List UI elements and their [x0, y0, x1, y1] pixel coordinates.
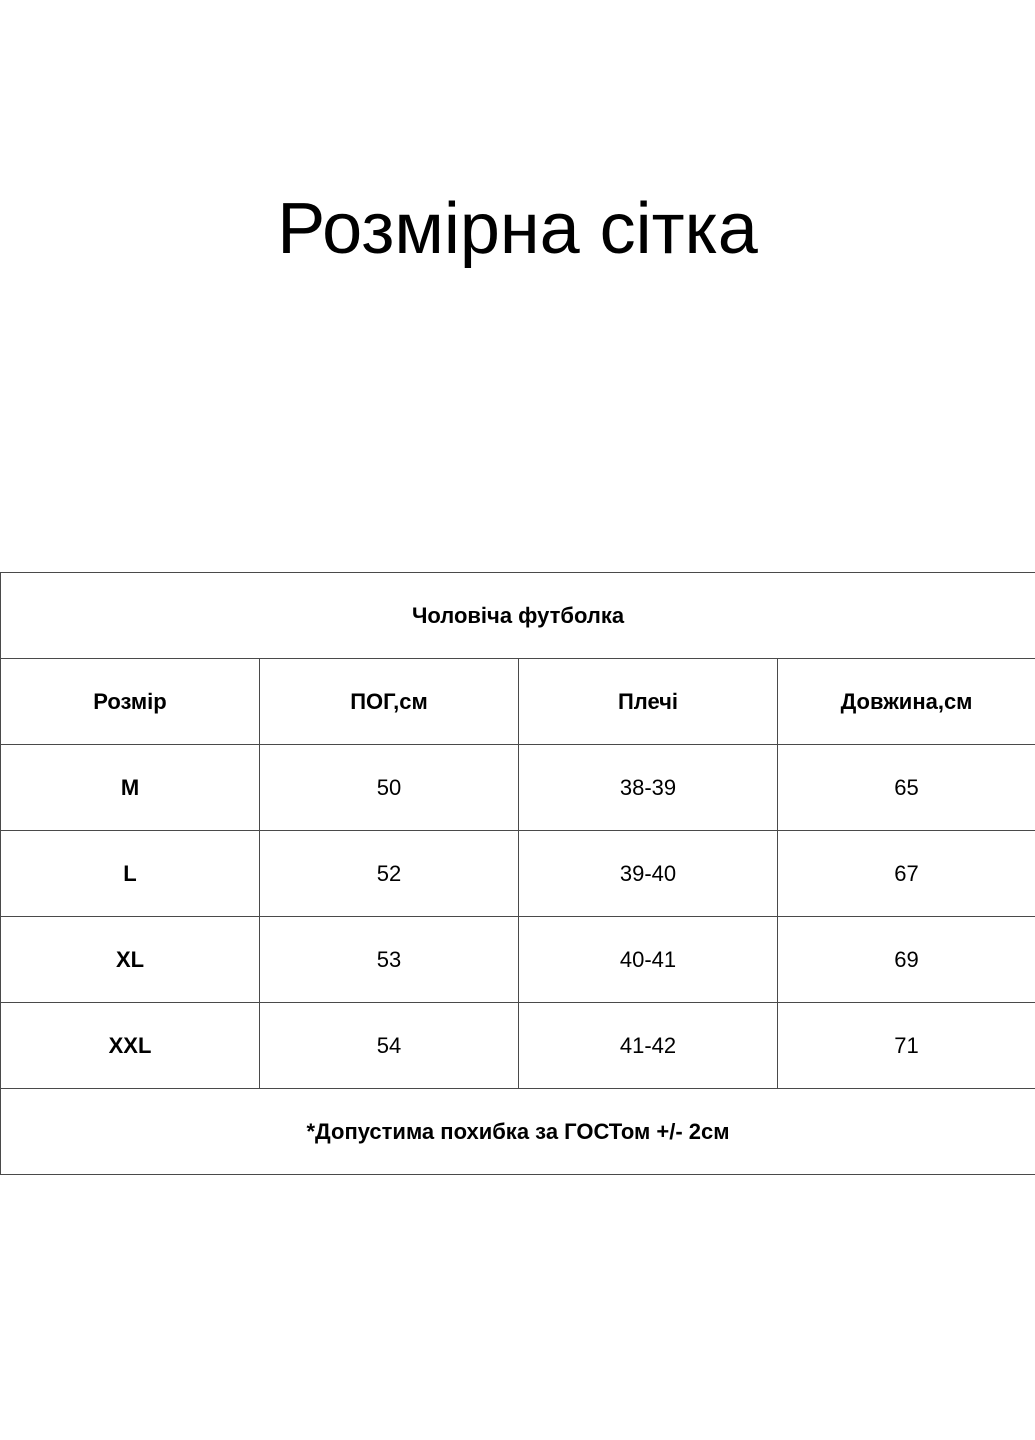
header-length: Довжина,см — [778, 659, 1035, 745]
length-cell: 67 — [778, 831, 1035, 917]
size-cell: L — [1, 831, 260, 917]
shoulders-cell: 38-39 — [519, 745, 778, 831]
table-row — [1, 745, 1035, 831]
shoulders-cell: 39-40 — [519, 831, 778, 917]
page-title: Розмірна сітка — [277, 189, 758, 269]
header-chest: ПОГ,см — [260, 659, 519, 745]
table-row — [1, 1003, 1035, 1089]
header-size: Розмір — [1, 659, 260, 745]
chest-cell: 54 — [260, 1003, 519, 1089]
length-cell: 69 — [778, 917, 1035, 1003]
table-header-row — [1, 659, 1035, 745]
tolerance-note: *Допустима похибка за ГОСТом +/- 2см — [1, 1089, 1035, 1175]
length-cell: 71 — [778, 1003, 1035, 1089]
size-chart-table — [0, 572, 1035, 1175]
table-note-row — [1, 1089, 1035, 1175]
chest-cell: 52 — [260, 831, 519, 917]
length-cell: 65 — [778, 745, 1035, 831]
table-row — [1, 917, 1035, 1003]
table-caption: Чоловіча футболка — [1, 573, 1035, 659]
size-cell: XXL — [1, 1003, 260, 1089]
size-cell: M — [1, 745, 260, 831]
table-caption-row — [1, 573, 1035, 659]
size-cell: XL — [1, 917, 260, 1003]
chest-cell: 53 — [260, 917, 519, 1003]
header-shoulders: Плечі — [519, 659, 778, 745]
chest-cell: 50 — [260, 745, 519, 831]
table-row — [1, 831, 1035, 917]
shoulders-cell: 41-42 — [519, 1003, 778, 1089]
shoulders-cell: 40-41 — [519, 917, 778, 1003]
